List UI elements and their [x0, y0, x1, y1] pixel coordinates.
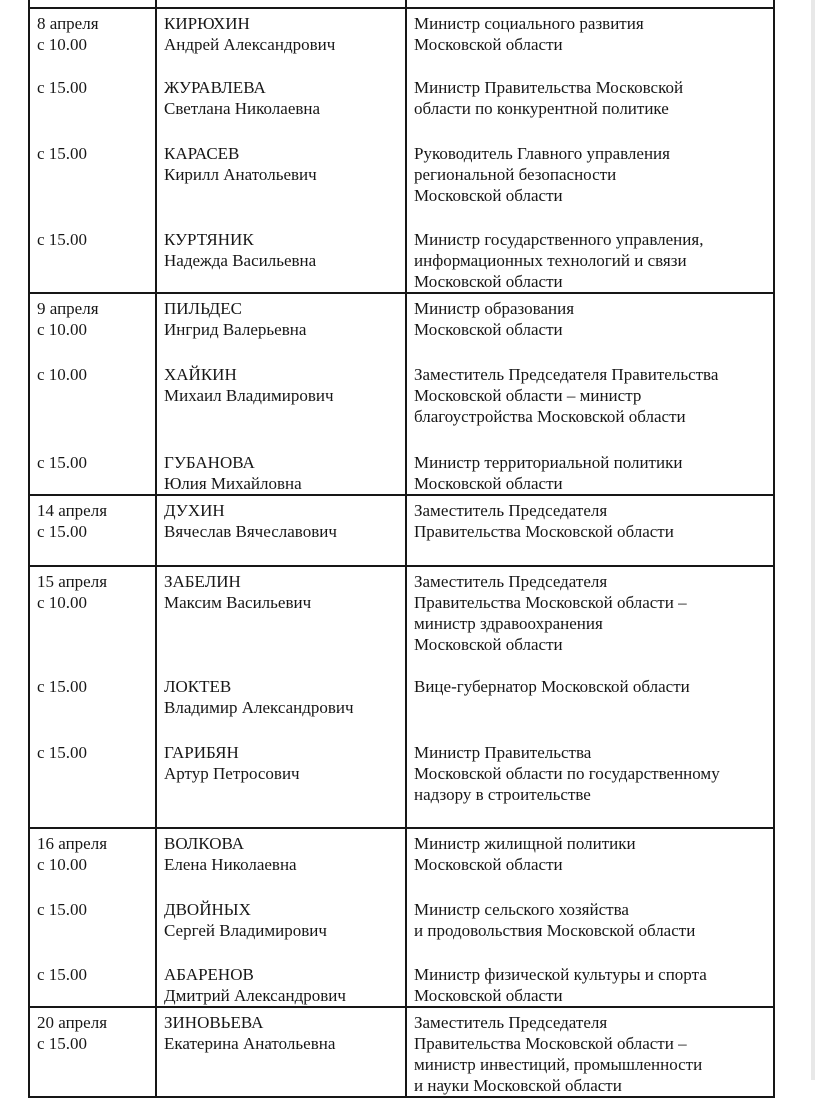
- position-line: Министр жилищной политики: [414, 834, 636, 853]
- name-line: Максим Васильевич: [164, 593, 312, 612]
- name-line: Михаил Владимирович: [164, 386, 334, 405]
- position-line: Министр государственного управления,: [414, 230, 704, 249]
- position-line: Московской области: [414, 35, 563, 54]
- name-line: АБАРЕНОВ: [164, 965, 254, 984]
- position-line: Московской области: [414, 474, 563, 493]
- name-line: КИРЮХИН: [164, 14, 250, 33]
- position-line: Заместитель Председателя: [414, 572, 608, 591]
- position-line: Министр территориальной политики: [414, 453, 683, 472]
- name-line: ЛОКТЕВ: [164, 677, 232, 696]
- date-time-cell: [29, 566, 156, 828]
- schedule-entry-name: [164, 500, 399, 542]
- name-line: ЗАБЕЛИН: [164, 572, 241, 591]
- schedule-entry-name: [164, 676, 399, 742]
- schedule-entry-time: [37, 13, 149, 77]
- schedule-entry-time: [37, 571, 149, 676]
- position-line: Министр социального развития: [414, 14, 644, 33]
- table-row: [29, 1007, 774, 1097]
- name-line: КУРТЯНИК: [164, 230, 254, 249]
- name-line: Артур Петросович: [164, 764, 300, 783]
- date-time-cell: [29, 828, 156, 1007]
- time-line: с 15.00: [37, 78, 88, 97]
- position-line: Министр физической культуры и спорта: [414, 965, 707, 984]
- position-line: Министр сельского хозяйства: [414, 900, 629, 919]
- position-line: Министр Правительства: [414, 743, 592, 762]
- position-line: Вице-губернатор Московской области: [414, 677, 690, 696]
- position-line: информационных технологий и связи: [414, 251, 687, 270]
- time-line: с 15.00: [37, 230, 88, 249]
- position-line: министр инвестиций, промышленности: [414, 1055, 703, 1074]
- name-line: ЖУРАВЛЕВА: [164, 78, 266, 97]
- schedule-entry-time: [37, 77, 149, 143]
- name-line: ГУБАНОВА: [164, 453, 255, 472]
- position-line: Московской области: [414, 272, 563, 291]
- time-line: с 15.00: [37, 522, 88, 541]
- schedule-entry-position: [414, 452, 767, 494]
- time-line: с 15.00: [37, 965, 88, 984]
- name-line: Ингрид Валерьевна: [164, 320, 307, 339]
- name-line: Андрей Александрович: [164, 35, 336, 54]
- name-cell: [156, 8, 406, 293]
- name-line: Елена Николаевна: [164, 855, 297, 874]
- time-line: с 15.00: [37, 144, 88, 163]
- position-cell: [406, 8, 774, 293]
- time-line: с 15.00: [37, 453, 88, 472]
- name-line: ХАЙКИН: [164, 365, 237, 384]
- name-cell: [156, 293, 406, 495]
- date-time-cell: [29, 293, 156, 495]
- name-line: ДУХИН: [164, 501, 225, 520]
- time-line: 9 апреля: [37, 299, 99, 318]
- schedule-entry-name: [164, 452, 399, 494]
- time-line: 16 апреля: [37, 834, 108, 853]
- name-line: Владимир Александрович: [164, 698, 354, 717]
- schedule-entry-position: [414, 964, 767, 1006]
- time-line: с 15.00: [37, 743, 88, 762]
- position-line: Правительства Московской области –: [414, 593, 687, 612]
- time-line: с 15.00: [37, 1034, 88, 1053]
- schedule-entry-time: [37, 676, 149, 742]
- schedule-entry-position: [414, 742, 767, 805]
- name-cell: [156, 566, 406, 828]
- date-time-cell: [29, 0, 156, 8]
- name-cell: [156, 1007, 406, 1097]
- position-cell: [406, 0, 774, 8]
- schedule-entry-time: [37, 143, 149, 229]
- position-line: благоустройства Московской области: [414, 407, 686, 426]
- position-line: Московской области – министр: [414, 386, 642, 405]
- position-line: и продовольствия Московской области: [414, 921, 696, 940]
- schedule-entry-name: [164, 742, 399, 784]
- position-cell: [406, 828, 774, 1007]
- schedule-entry-position: [414, 571, 767, 676]
- time-line: 15 апреля: [37, 572, 108, 591]
- position-line: Министр Правительства Московской: [414, 78, 684, 97]
- schedule-entry-position: [414, 229, 767, 292]
- schedule-entry-name: [164, 229, 399, 271]
- schedule-entry-name: [164, 1012, 399, 1054]
- date-time-cell: [29, 8, 156, 293]
- name-line: ДВОЙНЫХ: [164, 900, 251, 919]
- time-line: с 10.00: [37, 365, 88, 384]
- position-line: области по конкурентной политике: [414, 99, 669, 118]
- schedule-entry-name: [164, 13, 399, 77]
- name-line: Кирилл Анатольевич: [164, 165, 317, 184]
- position-line: Московской области по государственному: [414, 764, 720, 783]
- schedule-entry-time: [37, 833, 149, 899]
- table-row: [29, 8, 774, 293]
- name-line: Дмитрий Александрович: [164, 986, 346, 1005]
- schedule-entry-position: [414, 298, 767, 364]
- schedule-entry-time: [37, 364, 149, 452]
- position-line: Правительства Московской области –: [414, 1034, 687, 1053]
- position-line: региональной безопасности: [414, 165, 617, 184]
- time-line: с 15.00: [37, 677, 88, 696]
- time-line: 8 апреля: [37, 14, 99, 33]
- date-time-cell: [29, 495, 156, 566]
- table-row: [29, 495, 774, 566]
- table-row: [29, 566, 774, 828]
- schedule-entry-position: [414, 143, 767, 229]
- name-line: Вячеслав Вячеславович: [164, 522, 337, 541]
- schedule-entry-time: [37, 229, 149, 250]
- schedule-entry-time: [37, 500, 149, 542]
- schedule-entry-position: [414, 1012, 767, 1096]
- schedule-entry-name: [164, 298, 399, 364]
- name-line: Екатерина Анатольевна: [164, 1034, 336, 1053]
- position-line: Московской области: [414, 855, 563, 874]
- schedule-entry-time: [37, 964, 149, 985]
- schedule-entry-name: [164, 77, 399, 143]
- name-line: Светлана Николаевна: [164, 99, 321, 118]
- schedule-entry-name: [164, 143, 399, 229]
- name-cell: [156, 828, 406, 1007]
- position-line: Руководитель Главного управления: [414, 144, 670, 163]
- schedule-entry-position: [414, 13, 767, 77]
- name-line: ВОЛКОВА: [164, 834, 245, 853]
- schedule-entry-time: [37, 452, 149, 473]
- schedule-entry-position: [414, 364, 767, 452]
- position-line: Заместитель Председателя: [414, 501, 608, 520]
- table-row: [29, 828, 774, 1007]
- time-line: 14 апреля: [37, 501, 108, 520]
- position-cell: [406, 293, 774, 495]
- schedule-entry-position: [414, 899, 767, 964]
- name-line: Надежда Васильевна: [164, 251, 317, 270]
- name-line: ПИЛЬДЕС: [164, 299, 242, 318]
- position-line: Министр образования: [414, 299, 575, 318]
- name-line: КАРАСЕВ: [164, 144, 240, 163]
- schedule-entry-name: [164, 571, 399, 676]
- time-line: с 10.00: [37, 593, 88, 612]
- scrollbar-track[interactable]: [811, 0, 815, 1080]
- time-line: с 10.00: [37, 35, 88, 54]
- schedule-entry-time: [37, 899, 149, 964]
- schedule-entry-name: [164, 964, 399, 1006]
- name-line: Сергей Владимирович: [164, 921, 327, 940]
- date-time-cell: [29, 1007, 156, 1097]
- schedule-entry-time: [37, 1012, 149, 1054]
- position-line: Правительства Московской области: [414, 522, 674, 541]
- position-cell: [406, 1007, 774, 1097]
- position-line: надзору в строительстве: [414, 785, 591, 804]
- name-cell: [156, 495, 406, 566]
- position-line: Московской области: [414, 186, 563, 205]
- time-line: с 10.00: [37, 855, 88, 874]
- position-line: Заместитель Председателя Правительства: [414, 365, 719, 384]
- position-cell: [406, 566, 774, 828]
- position-line: Заместитель Председателя: [414, 1013, 608, 1032]
- schedule-table-body: [29, 0, 774, 1097]
- time-line: с 10.00: [37, 320, 88, 339]
- position-line: министр здравоохранения: [414, 614, 603, 633]
- table-row: [29, 293, 774, 495]
- schedule-entry-position: [414, 500, 767, 542]
- name-line: ЗИНОВЬЕВА: [164, 1013, 264, 1032]
- position-line: Московской области: [414, 320, 563, 339]
- position-line: Московской области: [414, 986, 563, 1005]
- schedule-entry-position: [414, 833, 767, 899]
- position-line: Московской области: [414, 635, 563, 654]
- position-line: и науки Московской области: [414, 1076, 622, 1095]
- schedule-entry-name: [164, 364, 399, 452]
- time-line: 20 апреля: [37, 1013, 108, 1032]
- schedule-entry-position: [414, 77, 767, 143]
- position-cell: [406, 495, 774, 566]
- name-line: Юлия Михайловна: [164, 474, 302, 493]
- schedule-table: [28, 0, 775, 1098]
- name-line: ГАРИБЯН: [164, 743, 239, 762]
- schedule-entry-name: [164, 833, 399, 899]
- schedule-entry-time: [37, 742, 149, 763]
- schedule-entry-position: [414, 676, 767, 742]
- schedule-entry-name: [164, 899, 399, 964]
- name-cell: [156, 0, 406, 8]
- schedule-entry-time: [37, 298, 149, 364]
- table-row-partial: [29, 0, 774, 8]
- time-line: с 15.00: [37, 900, 88, 919]
